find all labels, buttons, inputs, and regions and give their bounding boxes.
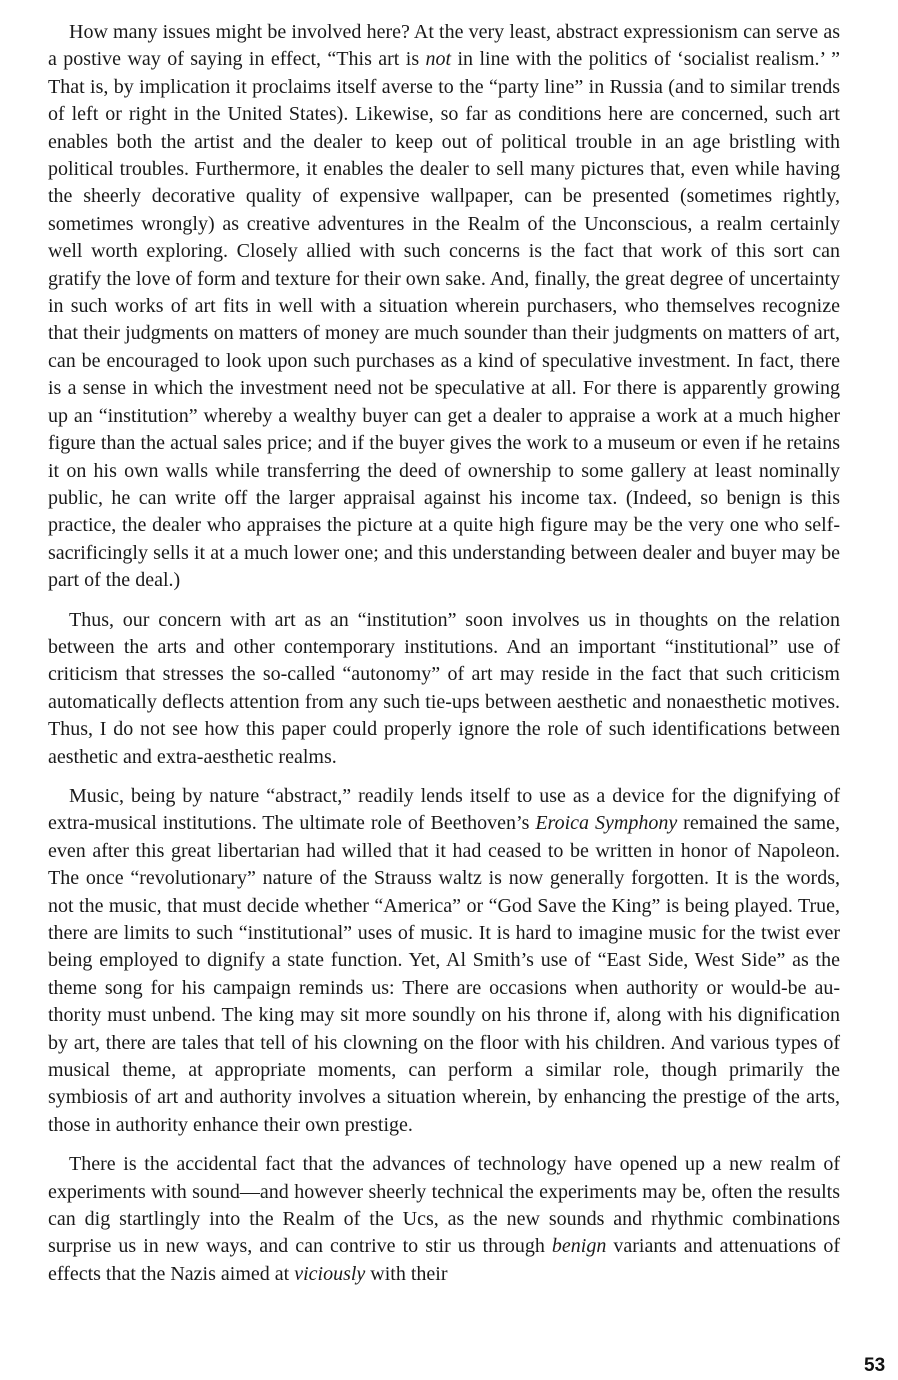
text-run: How many issues might be involved here? At the very least, abstract expressionism can serve as a postive way of saying in effect, “This art is (48, 21, 840, 71)
italic-run: not (425, 48, 452, 71)
text-run: Music, being by nature “abstract,” readily lends itself to use as a device for the dignifying of extra-musical institutions. The ultimate role of Beethoven’s (48, 784, 840, 835)
italic-run: Eroica Symphony (535, 812, 678, 835)
page-number: 53 (864, 1355, 886, 1376)
text-run: There is the accidental fact that the advances of technology have opened up a new realm of experiments with sound—and however sheerly technical the experiments may be, often the results can dig startlingly into the Realm of the Ucs, as the new sounds and rhythmic combinations surprise us in new ways, and can contrive to stir us through (48, 1153, 840, 1258)
paragraph (48, 607, 840, 771)
paragraph (48, 1151, 840, 1288)
paragraph (48, 783, 840, 1139)
text-column (48, 19, 840, 1300)
italic-run: benign (551, 1235, 607, 1258)
text-run: variants and attenuations of effects that the Nazis aimed at (48, 1235, 840, 1285)
paragraph (48, 19, 840, 595)
text-run: in line with the politics of ‘socialist realism.’ ” That is, by implication it proclaims itself averse to the “party line” in Russia (and to similar trends of left or right in the United States). Likewise, so far as conditions here are concerned, such art enables both the artist and the dealer to keep out of political trouble in an age bristling with political troubles. Furthermore, it enables the dealer to sell many pictures that, even while having the sheerly decorative quality of expensive wallpaper, can be presented (sometimes rightly, sometimes wrongly) as creative adventures in the Realm of the Unconscious, a realm certainly well worth exploring. Closely allied with such concerns is the fact that work of this sort can gratify the love of form and texture for their own sake. And, finally, the great degree of uncertainty in such works of art fits in well with a situation wherein purchasers, who themselves recognize that their judgments on matters of money are much sounder than their judgments on matters of art, can be encouraged to look upon such purchases as a kind of speculative investment. In fact, there is a sense in which the investment need not be speculative at all. For there is apparently growing up an “institution” whereby a wealthy buyer can get a dealer to appraise a work at a much higher figure than the actual sales price; and if the buyer gives the work to a museum or even if he retains it on his own walls while transferring the deed of ownership to some gallery at least nominally public, he can write off the larger appraisal against his income tax. (Indeed, so benign is this practice, the dealer who appraises the picture at a quite high figure may be the very one who self-sacrificingly sells it at a much lower one; and this understanding between dealer and buyer may be part of the deal.) (48, 48, 840, 592)
italic-run: viciously (294, 1262, 366, 1285)
text-run: Thus, our concern with art as an “institution” soon involves us in thoughts on the relation between the arts and other contemporary institutions. And an important “institutional” use of criticism that stresses the so-called “autonomy” of art may reside in the fact that such criticism automatically deflects attention from any such tie-ups between aesthetic and nonaesthetic motives. Thus, I do not see how this paper could properly ignore the role of such identifications between aesthetic and extra-aesthetic realms. (48, 608, 840, 768)
text-run: with their (365, 1262, 448, 1285)
text-run: remained the same, even after this great libertarian had willed that it had ceased to be written in honor of Napoleon. The once “revolutionary” nature of the Strauss waltz is now generally forgotten. It is the words, not the music, that must decide whether “America” or “God Save the King” is being played. True, there are limits to such “institutional” uses of music. It is hard to imagine music for the twist ever being employed to dignify a state function. Yet, Al Smith’s use of “East Side, West Side” as the theme song for his campaign reminds us: There are occasions when authority or would-be authority must unbend. The king may sit more soundly on his throne if, along with his dignification by art, there are tales that tell of his clowning on the floor with his children. And various types of musical theme, at appropriate moments, can perform a similar role, though primarily the symbiosis of art and authority involves a situation wherein, by enhancing the prestige of the arts, those in authority enhance their own prestige. (48, 812, 841, 1136)
